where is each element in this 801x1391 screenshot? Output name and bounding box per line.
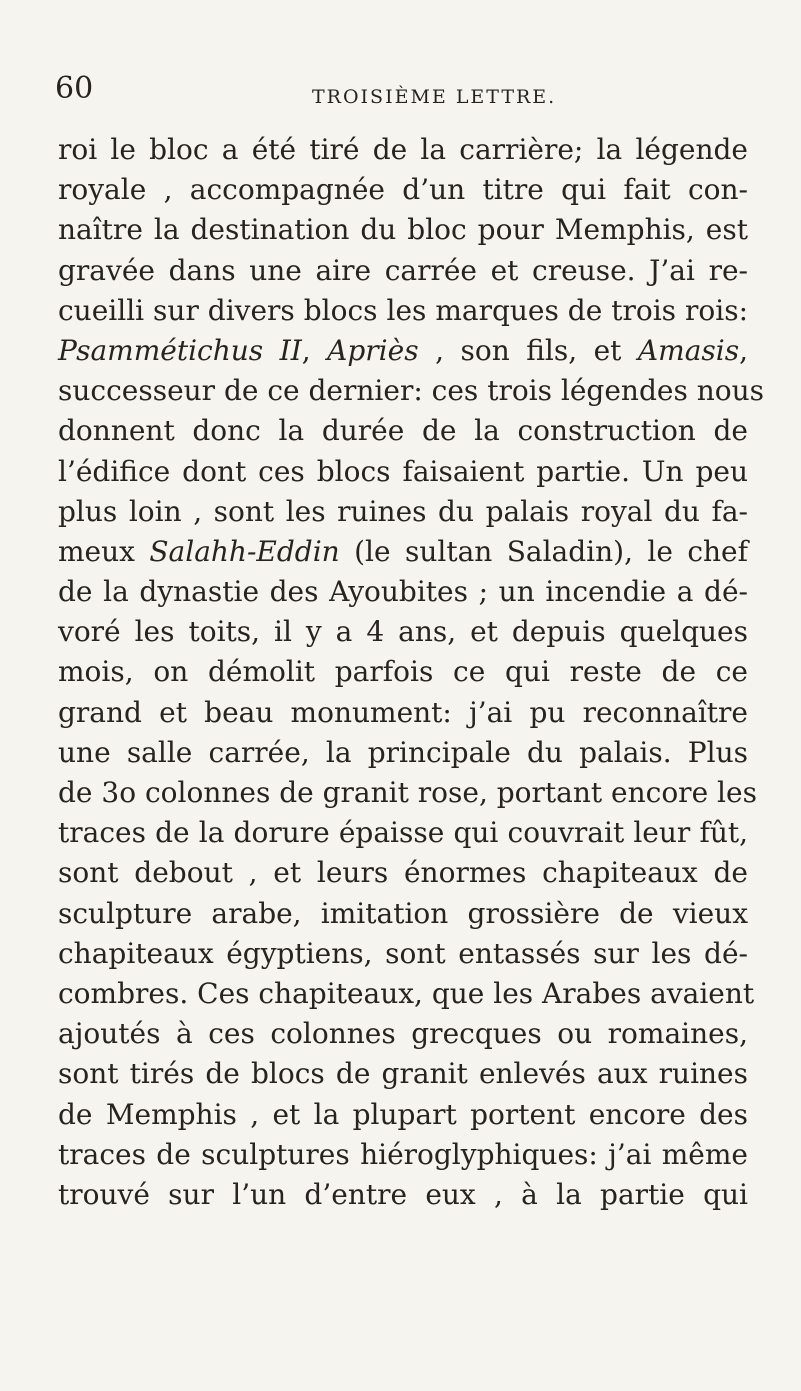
text-run: cueilli sur divers blocs les marques de trois rois: — [58, 293, 748, 327]
italic-name: Apriès — [327, 333, 419, 367]
text-line — [58, 652, 748, 692]
text-run: roi le bloc a été tiré de la carrière; la légende — [58, 133, 748, 166]
text-run: traces de la dorure épaisse qui couvrait leur fût, — [58, 816, 748, 850]
text-run: (le sultan Saladin), le chef — [339, 534, 748, 568]
text-line — [58, 210, 748, 250]
text-line — [58, 974, 755, 1014]
text-line — [58, 934, 748, 974]
text-run: , — [301, 333, 328, 367]
text-line — [58, 170, 748, 210]
text-line — [58, 452, 748, 492]
text-run: de la dynastie des Ayoubites ; un incendie a dé- — [58, 575, 748, 609]
text-line — [58, 532, 748, 572]
text-line — [58, 492, 748, 532]
text-line — [58, 291, 748, 331]
text-run: ajoutés à ces colonnes grecques ou romaines, — [58, 1017, 748, 1051]
text-run: l’édifice dont ces blocs faisaient partie. Un peu — [58, 454, 748, 488]
text-line — [58, 733, 748, 773]
italic-name: Psammétichus II — [58, 333, 302, 367]
text-run: sont debout , et leurs énormes chapiteaux de — [58, 856, 748, 890]
text-run: mois, on démolit parfois ce qui reste de ce — [58, 655, 748, 689]
text-line — [58, 612, 748, 652]
text-run: trouvé sur l’un d’entre eux , à la partie qui — [58, 1177, 748, 1211]
page-number: 60 — [55, 71, 94, 106]
body-text — [58, 130, 765, 1215]
text-run: sculpture arabe, imitation grossière de vieux — [58, 896, 748, 930]
text-line — [58, 1175, 748, 1215]
text-run: royale , accompagnée d’un titre qui fait con- — [58, 173, 748, 207]
italic-name: Amasis — [637, 333, 740, 367]
text-run: successeur de ce dernier: ces trois légendes nous — [58, 374, 765, 408]
text-run: de Memphis , et la plupart portent encore des — [58, 1097, 748, 1131]
text-run: voré les toits, il y a 4 ans, et depuis quelques — [58, 615, 748, 649]
text-run: donnent donc la durée de la construction de — [58, 414, 748, 448]
text-run: chapiteaux égyptiens, sont entassés sur les dé- — [58, 936, 748, 970]
text-line — [58, 853, 748, 893]
running-title: TROISIÈME LETTRE. — [312, 86, 557, 108]
text-line — [58, 331, 748, 371]
text-line — [58, 1054, 748, 1094]
text-run: traces de sculptures hiéroglyphiques: j’ai même — [58, 1137, 748, 1171]
text-run: sont tirés de blocs de granit enlevés aux ruines — [58, 1057, 748, 1091]
text-line — [58, 693, 748, 733]
text-line — [58, 251, 748, 291]
text-line — [58, 130, 748, 170]
text-run: , — [739, 333, 748, 367]
italic-name: Salahh-Eddin — [149, 534, 340, 568]
text-line — [58, 1135, 748, 1175]
text-line — [58, 1014, 748, 1054]
text-run: grand et beau monument: j’ai pu reconnaître — [58, 695, 748, 729]
text-run: plus loin , sont les ruines du palais royal du fa- — [58, 494, 748, 528]
text-run: de 3o colonnes de granit rose, portant encore les — [58, 776, 757, 809]
text-run: gravée dans une aire carrée et creuse. J’ai re- — [58, 253, 748, 287]
text-line — [58, 773, 757, 813]
text-run: naître la destination du bloc pour Memphis, est — [58, 213, 748, 247]
text-line — [58, 411, 748, 451]
text-run: combres. Ces chapiteaux, que les Arabes avaient — [58, 976, 755, 1010]
text-run: une salle carrée, la principale du palais. Plus — [58, 735, 748, 769]
text-line — [58, 813, 748, 853]
text-line — [58, 371, 765, 411]
text-line — [58, 1095, 748, 1135]
text-line — [58, 894, 748, 934]
text-run: meux — [58, 534, 150, 568]
text-run: , son fils, et — [418, 333, 638, 367]
text-line — [58, 572, 748, 612]
